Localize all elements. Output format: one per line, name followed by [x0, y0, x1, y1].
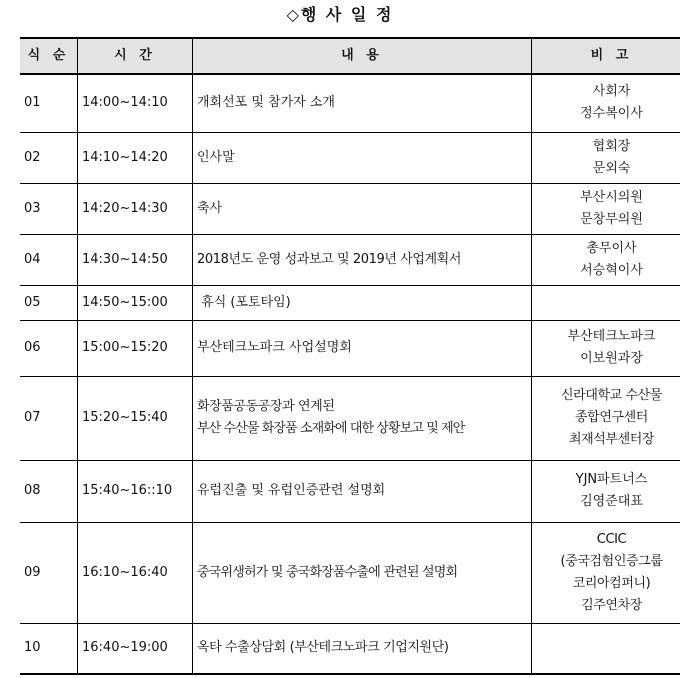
remark-line: 총무이사 — [586, 240, 637, 256]
time-cell: 14:00~14:10 — [78, 74, 193, 132]
remark-line: 김주연차장 — [581, 597, 642, 613]
remark-line: 사회자 — [592, 84, 631, 100]
order-cell: 08 — [20, 460, 78, 522]
content-cell — [193, 460, 532, 522]
content-cell — [193, 320, 532, 376]
time-cell: 15:20~15:40 — [78, 376, 193, 460]
order-cell: 10 — [20, 623, 78, 674]
order-cell: 05 — [20, 285, 78, 320]
remark-line: 김영준대표 — [580, 494, 643, 509]
order-cell: 01 — [20, 74, 78, 132]
table-row — [20, 74, 680, 132]
content-cell — [193, 132, 532, 183]
content-cell — [193, 285, 532, 320]
remark-cell — [532, 132, 680, 183]
content-cell — [193, 623, 532, 674]
remark-line: 협회장 — [592, 138, 631, 154]
table-header-row — [20, 38, 680, 74]
remark-line: 종합연구센터 — [575, 410, 648, 425]
remark-line: 최재석부센터장 — [568, 432, 655, 447]
remark-line: (중국검험인증그룹 — [560, 553, 663, 569]
remark-cell — [532, 320, 680, 376]
remark-cell — [532, 234, 680, 285]
table-row — [20, 460, 680, 522]
content-line: 부산테크노파크 사업설명회 — [197, 340, 352, 355]
remark-cell — [532, 74, 680, 132]
table-row — [20, 522, 680, 623]
page-title: ◇행 사 일 정 — [286, 5, 394, 24]
remark-line: 부산테크노파크 — [567, 329, 656, 344]
table-row — [20, 285, 680, 320]
remark-line: 부산시의원 — [580, 189, 643, 205]
content-line: 옥타 수출상담회 (부산테크노파크 기업지원단) — [197, 640, 449, 656]
content-line: 화장품공동공장과 연계된 — [197, 399, 335, 414]
table-row — [20, 376, 680, 460]
time-text: 15:40~16::10 — [82, 483, 173, 498]
header-content: 내 용 — [193, 38, 532, 74]
remark-line: 문창무의원 — [580, 211, 643, 227]
content-line: 2018년도 운영 성과보고 및 2019년 사업계획서 — [197, 251, 461, 267]
order-cell: 07 — [20, 376, 78, 460]
table-row — [20, 132, 680, 183]
time-cell: 16:10~16:40 — [78, 522, 193, 623]
content-line: 개회선포 및 참가자 소개 — [197, 95, 335, 111]
content-cell — [193, 522, 532, 623]
schedule-table — [20, 37, 680, 675]
time-cell: 14:30~14:50 — [78, 234, 193, 285]
remark-line: CCIC — [596, 531, 627, 547]
content-line: 부산 수산물 화장품 소재화에 대한 상황보고 및 제안 — [197, 421, 465, 436]
order-cell: 02 — [20, 132, 78, 183]
remark-line: YJN파트너스 — [575, 472, 648, 487]
order-cell: 09 — [20, 522, 78, 623]
remark-line: 이보원과장 — [580, 351, 643, 366]
header-order: 식 순 — [20, 38, 78, 74]
content-line: 축사 — [197, 200, 223, 216]
remark-line: 정수복이사 — [580, 106, 643, 122]
remark-cell — [532, 183, 680, 234]
order-cell: 04 — [20, 234, 78, 285]
remark-cell — [532, 522, 680, 623]
remark-line: 서승혁이사 — [580, 262, 643, 278]
content-cell — [193, 183, 532, 234]
header-time: 시 간 — [78, 38, 193, 74]
content-line: 중국위생허가 및 중국화장품수출에 관련된 설명회 — [197, 564, 458, 580]
order-cell: 03 — [20, 183, 78, 234]
remark-cell — [532, 460, 680, 522]
time-cell — [78, 460, 193, 522]
remark-line: 코리아컴퍼니) — [572, 575, 651, 591]
header-remark: 비 고 — [532, 38, 680, 74]
table-row — [20, 183, 680, 234]
content-cell — [193, 74, 532, 132]
time-cell: 14:20~14:30 — [78, 183, 193, 234]
remark-cell — [532, 376, 680, 460]
time-cell: 15:00~15:20 — [78, 320, 193, 376]
content-line: 휴식 (포토타임) — [197, 294, 291, 310]
content-cell — [193, 376, 532, 460]
content-line: 유럽진출 및 유럽인증관련 설명회 — [197, 483, 386, 498]
table-row — [20, 234, 680, 285]
remark-cell — [532, 285, 680, 320]
order-cell: 06 — [20, 320, 78, 376]
remark-cell — [532, 623, 680, 674]
remark-line: 문외숙 — [592, 160, 631, 176]
content-line: 인사말 — [197, 149, 235, 165]
time-cell: 14:50~15:00 — [78, 285, 193, 320]
table-row — [20, 320, 680, 376]
table-row — [20, 623, 680, 674]
remark-line: 신라대학교 수산물 — [561, 388, 662, 403]
time-cell: 14:10~14:20 — [78, 132, 193, 183]
content-cell — [193, 234, 532, 285]
time-cell: 16:40~19:00 — [78, 623, 193, 674]
